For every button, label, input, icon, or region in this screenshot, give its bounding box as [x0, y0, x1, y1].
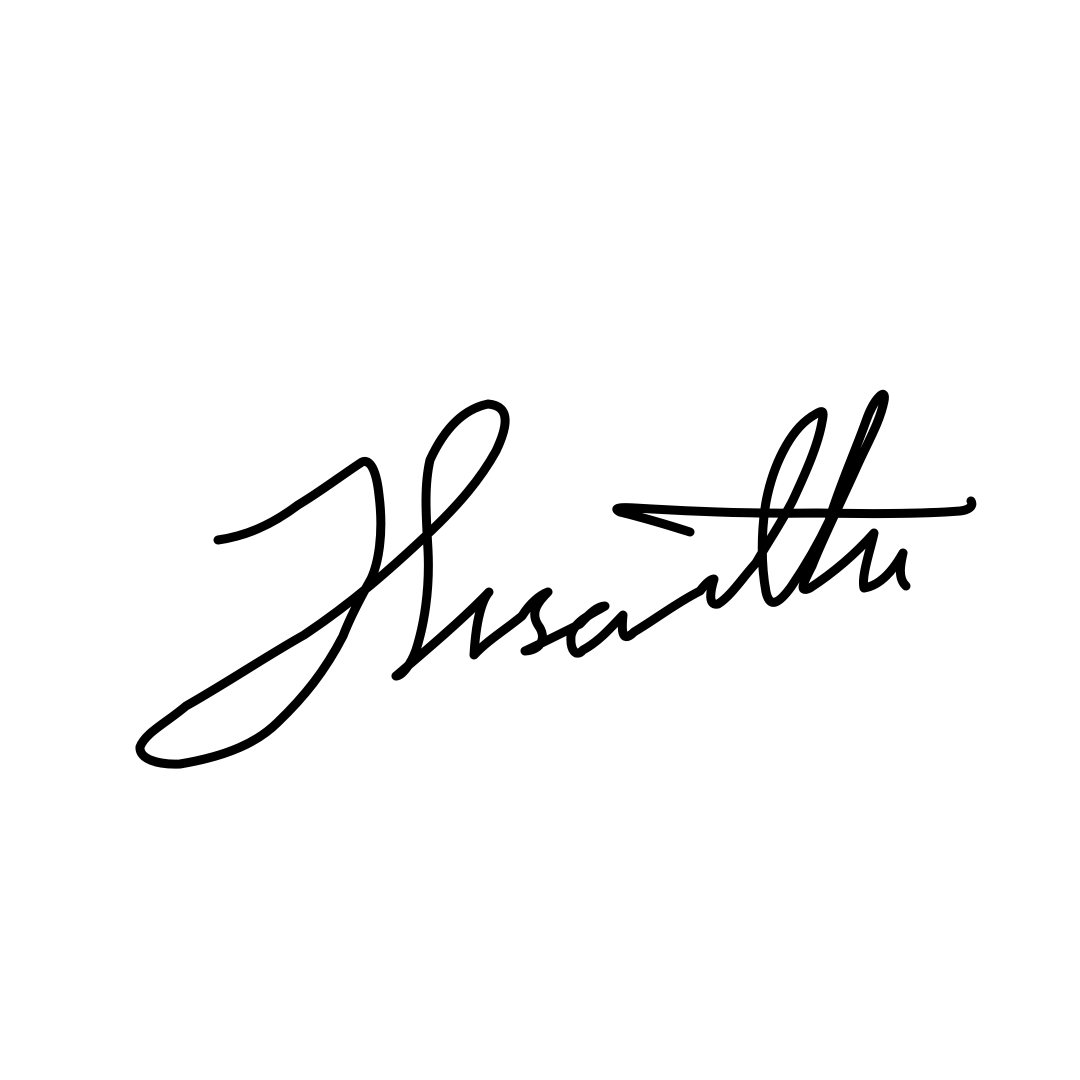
signature-stroke-capital-initial	[140, 404, 505, 764]
signature-stroke-middle-word	[396, 563, 756, 676]
signature-stroke-tall-loops	[756, 394, 906, 602]
